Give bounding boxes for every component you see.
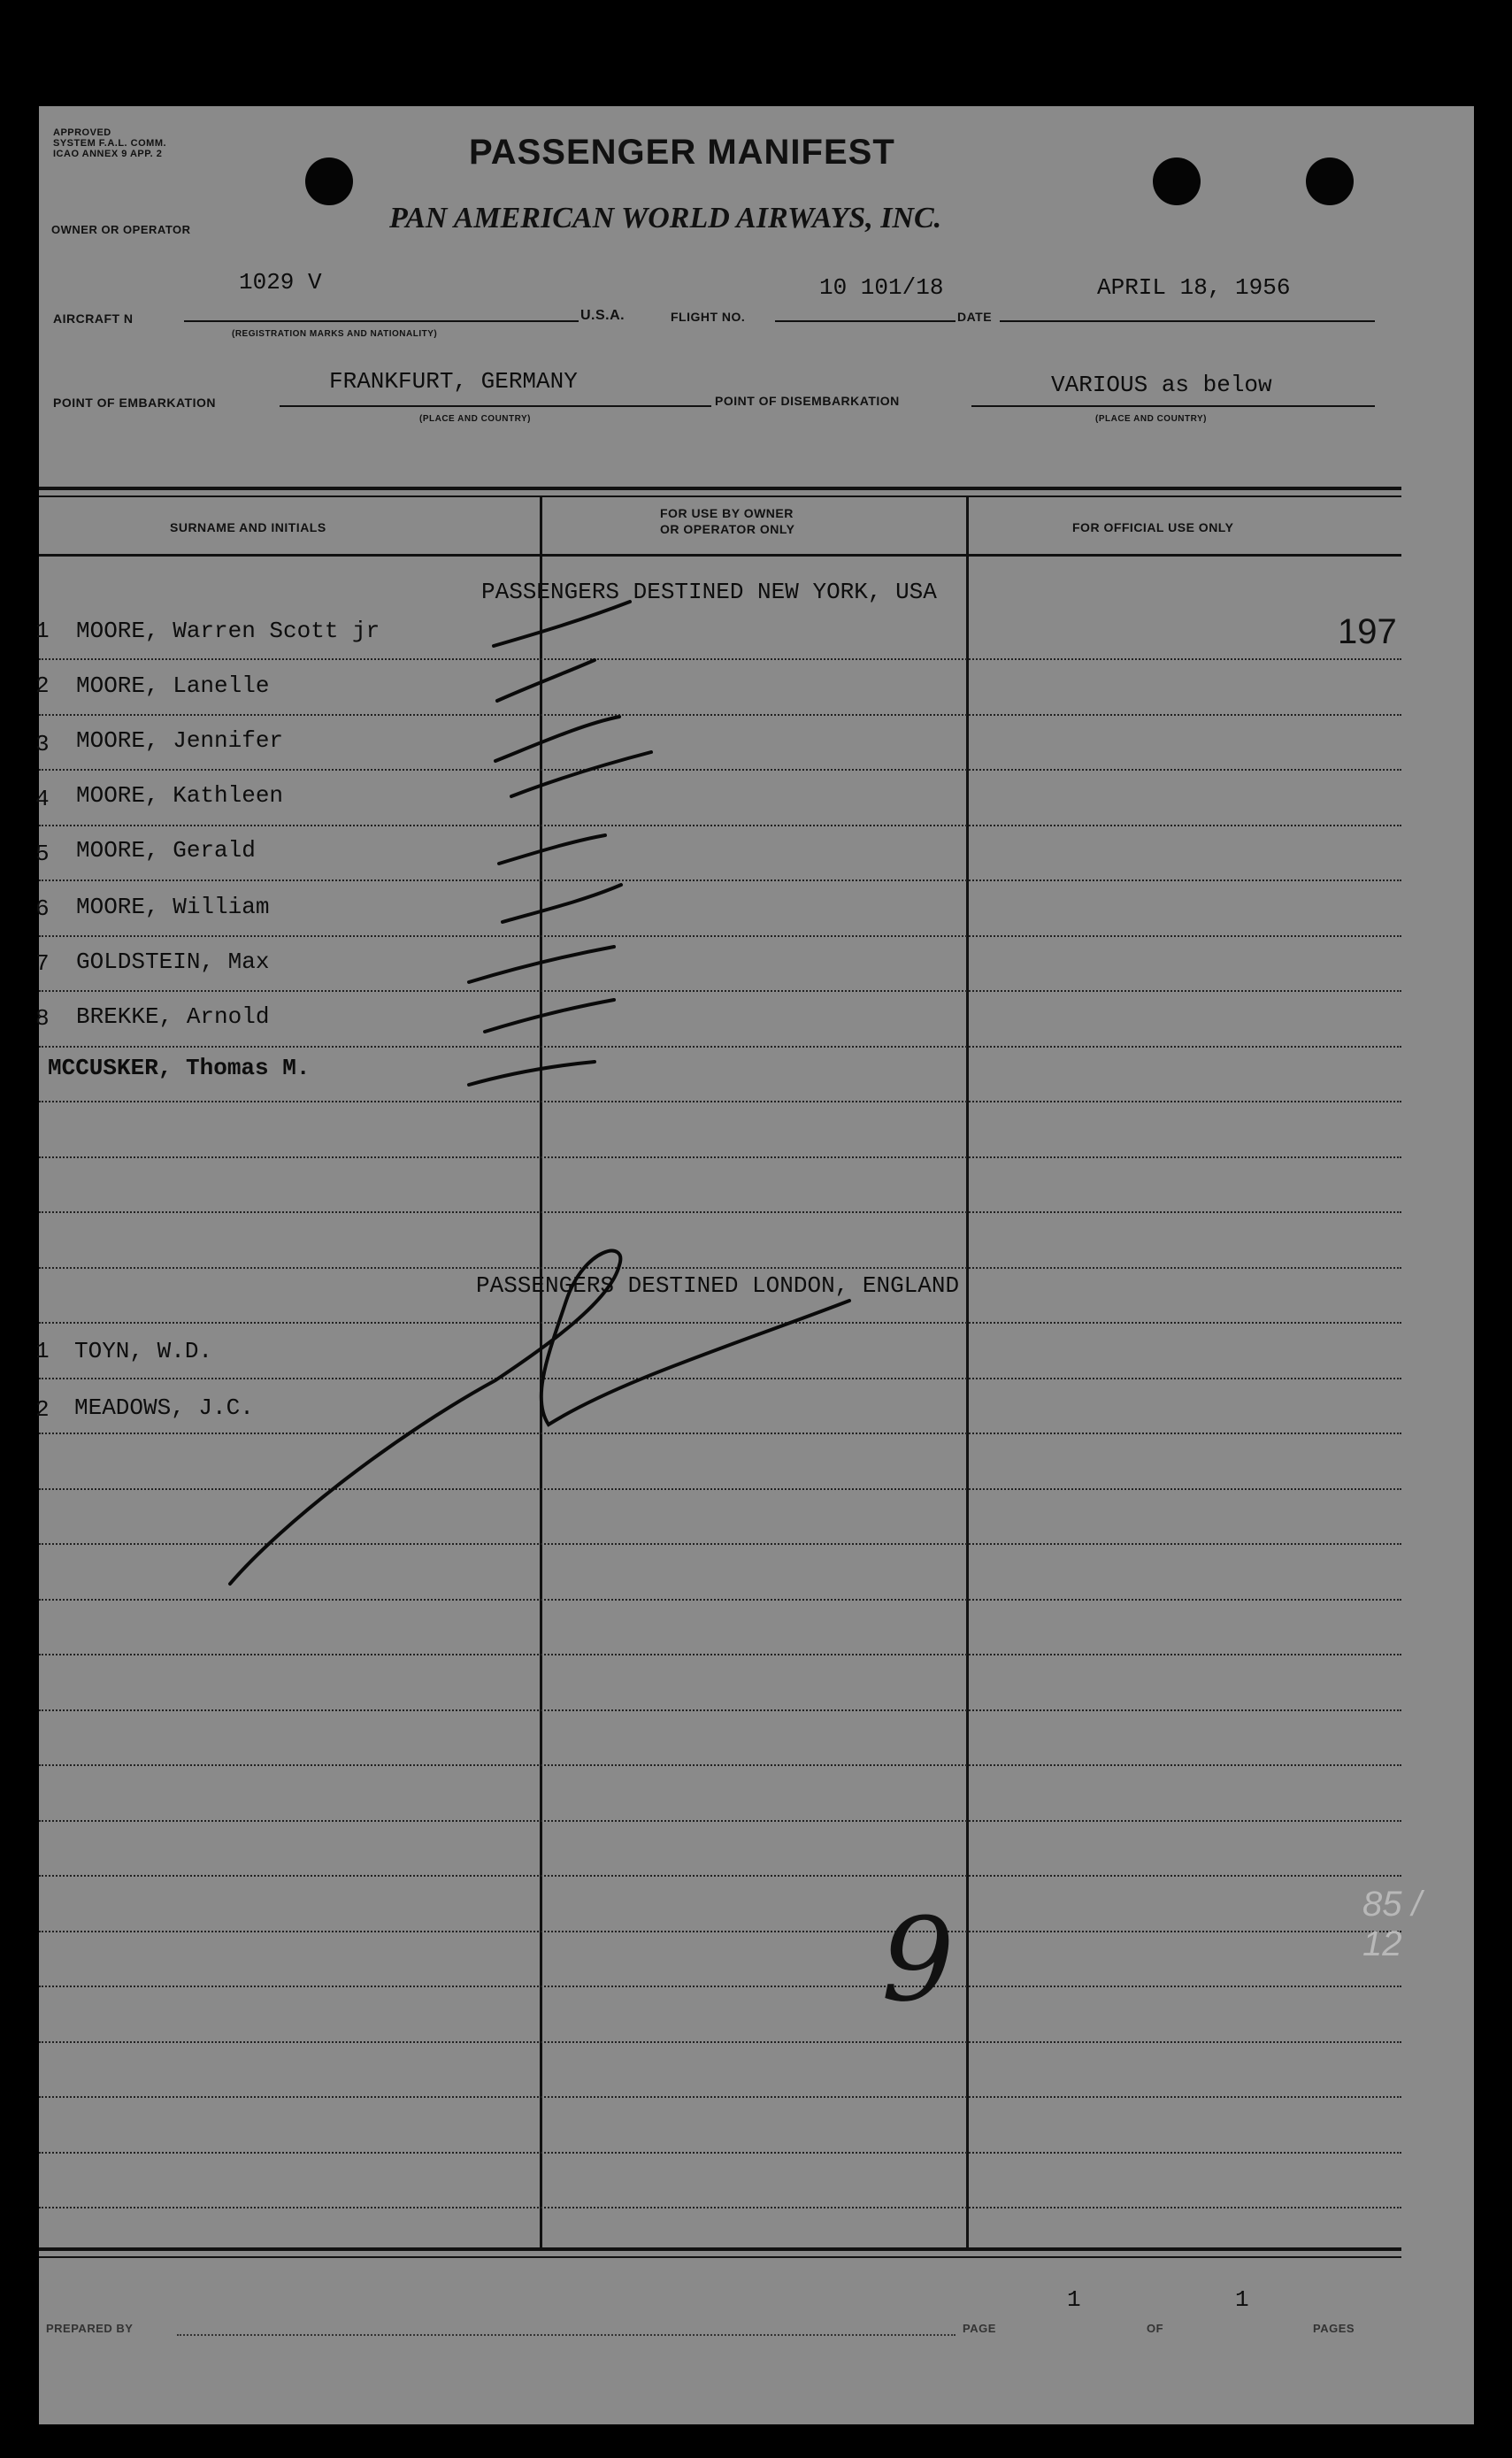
- approved-line: SYSTEM F.A.L. COMM.: [53, 138, 167, 149]
- passenger-num: 4: [35, 786, 50, 812]
- date-value: APRIL 18, 1956: [1097, 274, 1291, 301]
- passenger-name: TOYN, W.D.: [74, 1338, 213, 1364]
- group-heading-london: PASSENGERS DESTINED LONDON, ENGLAND: [476, 1272, 960, 1299]
- row-rule: [39, 714, 1401, 716]
- approved-line: APPROVED: [53, 127, 111, 138]
- passenger-name: MOORE, Lanelle: [76, 672, 270, 699]
- row-rule: [39, 1820, 1401, 1822]
- row-rule: [39, 880, 1401, 881]
- airline-name: PAN AMERICAN WORLD AIRWAYS, INC.: [389, 202, 942, 234]
- registration-note: (REGISTRATION MARKS AND NATIONALITY): [232, 329, 438, 339]
- official-use-number: 197: [1338, 612, 1397, 651]
- passenger-num: 6: [35, 895, 50, 922]
- footer-rule: [39, 2247, 1401, 2251]
- manifest-title: PASSENGER MANIFEST: [469, 133, 895, 172]
- header-rule-top-2: [39, 495, 1401, 497]
- place-note-embark: (PLACE AND COUNTRY): [419, 414, 531, 424]
- punch-hole-left: [305, 157, 353, 205]
- passenger-num: 2: [35, 672, 50, 699]
- passenger-num: 7: [35, 950, 50, 977]
- pages-label: PAGES: [1313, 2322, 1355, 2335]
- approved-line: ICAO ANNEX 9 APP. 2: [53, 149, 163, 159]
- row-rule: [39, 2207, 1401, 2208]
- of-value: 1: [1235, 2286, 1249, 2313]
- of-label: OF: [1147, 2322, 1164, 2335]
- prepared-by-label: PREPARED BY: [46, 2322, 134, 2335]
- page-value: 1: [1067, 2286, 1081, 2313]
- col-header-owner-2: OR OPERATOR ONLY: [660, 522, 795, 536]
- row-rule: [39, 2096, 1401, 2098]
- col-header-official: FOR OFFICIAL USE ONLY: [1072, 520, 1234, 534]
- punch-hole-right-1: [1153, 157, 1201, 205]
- place-note-disembark: (PLACE AND COUNTRY): [1095, 414, 1207, 424]
- row-rule: [39, 990, 1401, 992]
- passenger-name: MOORE, Jennifer: [76, 727, 284, 754]
- row-rule: [39, 825, 1401, 826]
- passenger-num: 5: [35, 841, 50, 867]
- row-rule: [39, 1433, 1401, 1434]
- disembarkation-label: POINT OF DISEMBARKATION: [715, 394, 900, 408]
- row-rule: [39, 1322, 1401, 1324]
- flight-label: FLIGHT NO.: [671, 310, 746, 324]
- row-rule: [39, 2041, 1401, 2043]
- row-rule: [39, 1267, 1401, 1269]
- col-header-owner-1: FOR USE BY OWNER: [660, 506, 794, 520]
- row-rule: [39, 2152, 1401, 2154]
- col-header-surname: SURNAME AND INITIALS: [170, 520, 326, 534]
- aircraft-value: 1029 V: [239, 269, 322, 296]
- row-rule: [39, 1543, 1401, 1545]
- passenger-name: MCCUSKER, Thomas M.: [48, 1055, 311, 1081]
- passenger-num: 1: [35, 618, 50, 644]
- approved-block: [53, 127, 166, 159]
- row-rule: [39, 1101, 1401, 1102]
- row-rule: [39, 1875, 1401, 1877]
- passenger-name: MOORE, Warren Scott jr: [76, 618, 380, 644]
- row-rule: [39, 1654, 1401, 1655]
- date-label: DATE: [957, 310, 993, 324]
- embarkation-underline: [280, 405, 711, 407]
- flight-underline: [775, 320, 956, 322]
- row-rule: [39, 769, 1401, 771]
- header-rule-bottom: [39, 554, 1401, 557]
- usa-label: U.S.A.: [580, 308, 626, 323]
- header-rule-top: [39, 487, 1401, 490]
- row-rule: [39, 1599, 1401, 1601]
- passenger-name: MEADOWS, J.C.: [74, 1394, 254, 1421]
- embarkation-value: FRANKFURT, GERMANY: [329, 368, 578, 395]
- row-rule: [39, 1931, 1401, 1932]
- disembarkation-value: VARIOUS as below: [1051, 372, 1272, 398]
- group-heading-new-york: PASSENGERS DESTINED NEW YORK, USA: [481, 579, 937, 605]
- row-rule: [39, 1488, 1401, 1490]
- date-underline: [1000, 320, 1375, 322]
- row-rule: [39, 1378, 1401, 1379]
- row-rule: [39, 1046, 1401, 1048]
- row-rule: [39, 658, 1401, 660]
- prepared-by-underline: [177, 2334, 956, 2336]
- flight-value: 10 101/18: [819, 274, 944, 301]
- passenger-name: MOORE, William: [76, 894, 270, 920]
- passenger-name: GOLDSTEIN, Max: [76, 949, 270, 975]
- row-rule: [39, 935, 1401, 937]
- owner-operator-label: OWNER OR OPERATOR: [51, 223, 191, 236]
- disembarkation-underline: [971, 405, 1375, 407]
- row-rule: [39, 1986, 1401, 1987]
- handwritten-total: 9: [881, 1893, 955, 2027]
- passenger-name: MOORE, Gerald: [76, 837, 256, 864]
- footer-rule-2: [39, 2256, 1401, 2258]
- page-label: PAGE: [963, 2322, 996, 2335]
- punch-hole-right-2: [1306, 157, 1354, 205]
- passenger-name: BREKKE, Arnold: [76, 1003, 270, 1030]
- passenger-num: 3: [35, 731, 50, 757]
- manifest-sheet: [39, 106, 1474, 2424]
- passenger-num: 8: [35, 1005, 50, 1032]
- row-rule: [39, 1764, 1401, 1766]
- aircraft-underline: [184, 320, 579, 322]
- margin-stamp: 85 / 12: [1362, 1885, 1422, 1963]
- row-rule: [39, 1211, 1401, 1213]
- passenger-num: 2: [35, 1396, 50, 1423]
- aircraft-label: AIRCRAFT N: [53, 311, 134, 326]
- embarkation-label: POINT OF EMBARKATION: [53, 396, 216, 410]
- passenger-name: MOORE, Kathleen: [76, 782, 284, 809]
- row-rule: [39, 1156, 1401, 1158]
- passenger-num: 1: [35, 1338, 50, 1364]
- row-rule: [39, 1709, 1401, 1711]
